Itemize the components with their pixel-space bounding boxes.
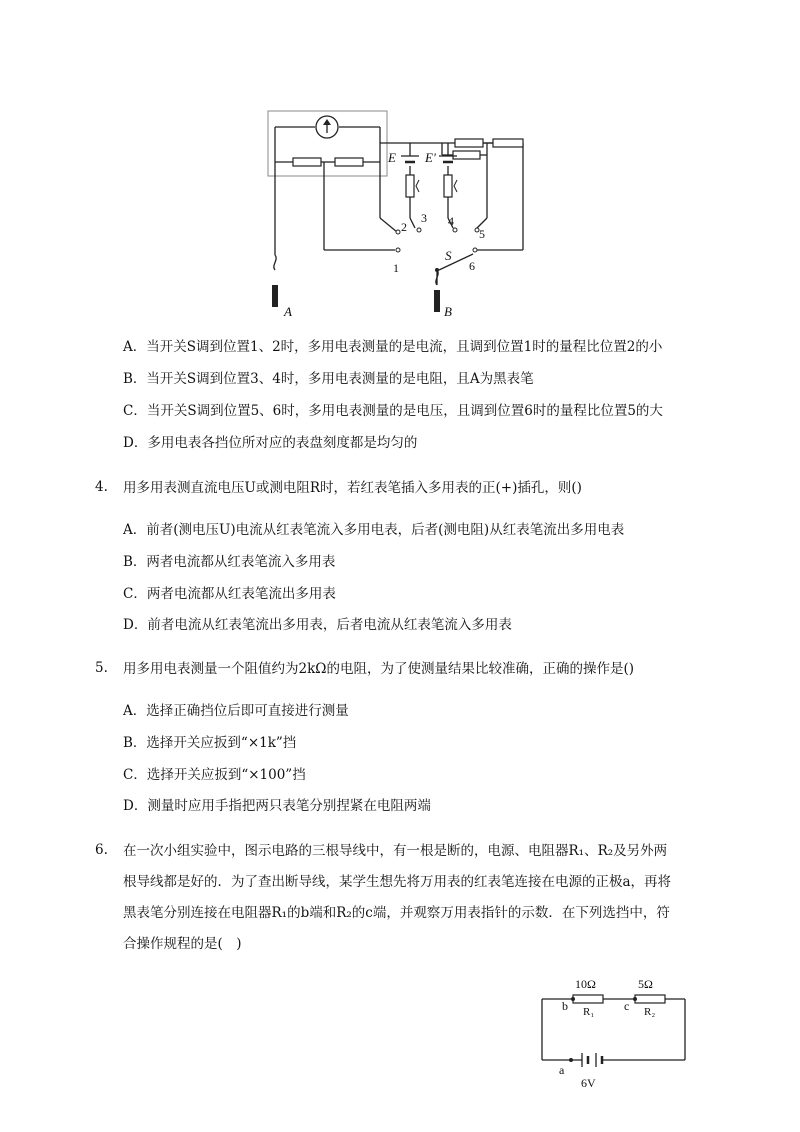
q5-option-c[interactable]: C．选择开关应扳到“×100”挡 [123,767,306,783]
label-switch-s: S [445,248,452,263]
probe-b-icon [434,290,440,312]
q3-option-a[interactable]: A．当开关S调到位置1、2时，多用电表测量的是电流，且调到位置1时的量程比位置2的小 [123,339,663,355]
r2-value-label: 5Ω [638,977,653,991]
multimeter-circuit-diagram [255,100,545,325]
battery-icon [582,1053,602,1067]
q6-line-2: 根导线都是好的．为了查出断导线，某学生想先将万用表的红表笔连接在电源的正极a，再将 [123,874,672,890]
q4-option-b[interactable]: B．两者电流都从红表笔流入多用表 [123,554,336,570]
resistor-r2 [635,995,665,1003]
terminal-c-label: c [624,999,630,1013]
resistor-circuit-diagram [535,975,695,1100]
q5-option-b[interactable]: B．选择开关应扳到“×1k”挡 [123,735,297,751]
label-position-2: 2 [401,220,407,234]
q4-stem: 用多用表测直流电压U或测电阻R时，若红表笔插入多用表的正(+)插孔，则() [123,480,582,496]
q6-line-1: 在一次小组实验中，图示电路的三根导线中，有一根是断的，电源、电阻器R₁、R₂及另外两 [123,843,668,859]
q4-number: 4. [95,479,108,495]
voltage-label: 6V [581,1076,596,1090]
q4-option-c[interactable]: C．两者电流都从红表笔流出多用表 [123,586,336,602]
q5-number: 5. [95,660,108,676]
resistor-r1 [573,995,603,1003]
q4-option-a[interactable]: A．前者(测电压U)电流从红表笔流入多用电表，后者(测电阻)从红表笔流出多用电表 [123,522,625,538]
q6-line-3: 黑表笔分别连接在电阻器R₁的b端和R₂的c端，并观察万用表指针的示数．在下列选挡中，符 [123,905,670,921]
terminal-b-label: b [562,999,568,1013]
r2-name-label: R₂ [644,1006,656,1018]
q6-line-4: 合操作规程的是( ) [123,936,242,952]
q6-number: 6. [95,842,108,858]
q5-option-a[interactable]: A．选择正确挡位后即可直接进行测量 [123,703,349,719]
q3-option-d[interactable]: D．多用电表各挡位所对应的表盘刻度都是均匀的 [123,435,418,451]
terminal-a-label: a [559,1063,565,1077]
label-probe-a: A [284,304,292,319]
label-position-3: 3 [421,211,427,225]
r1-name-label: R₁ [583,1006,595,1018]
q3-option-c[interactable]: C．当开关S调到位置5、6时，多用电表测量的是电压，且调到位置6时的量程比位置5的大 [123,403,663,419]
q5-stem: 用多用电表测量一个阻值约为2kΩ的电阻，为了使测量结果比较准确，正确的操作是() [123,661,634,677]
label-probe-b: B [444,304,452,319]
label-e2: E' [425,150,436,165]
label-position-6: 6 [469,259,475,273]
label-position-1: 1 [393,261,399,275]
q3-option-b[interactable]: B．当开关S调到位置3、4时，多用电表测量的是电阻，且A为黑表笔 [123,371,534,387]
label-position-5: 5 [479,227,485,241]
r1-value-label: 10Ω [575,977,596,991]
q4-option-d[interactable]: D．前者电流从红表笔流出多用表，后者电流从红表笔流入多用表 [123,617,512,633]
label-position-4: 4 [448,214,454,228]
probe-a-icon [272,285,278,307]
label-e1: E [388,150,396,165]
q5-option-d[interactable]: D．测量时应用手指把两只表笔分别捏紧在电阻两端 [123,798,431,814]
